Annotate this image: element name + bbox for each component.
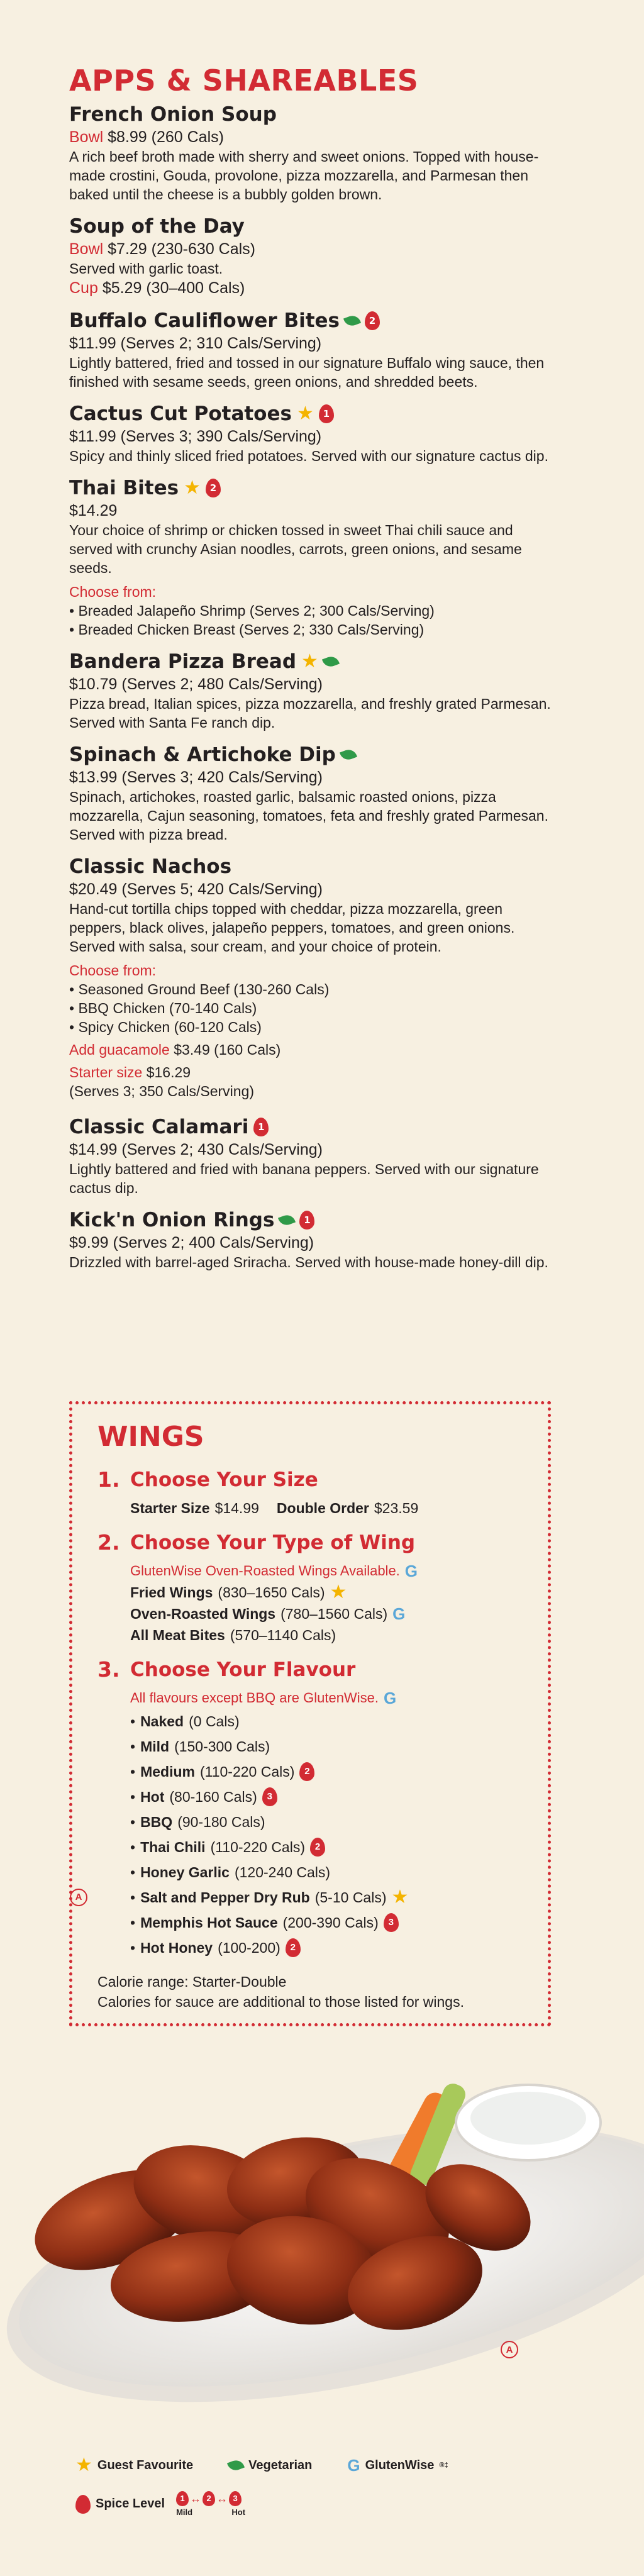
item-description: Hand-cut tortilla chips topped with cheddar, pizza mozzarella, green peppers, black olives, jalapeño peppers, tomatoes, and green onions. Served with salsa, sour cream, and your choice of protein. bbox=[69, 901, 515, 955]
wing-type: All Meat Bites (570–1140 Cals) bbox=[130, 1627, 336, 1643]
option-item: • BBQ Chicken (70-140 Cals) bbox=[69, 1000, 257, 1016]
menu-item bbox=[69, 1114, 560, 1197]
vegetarian-icon bbox=[227, 2458, 245, 2472]
spice-2-icon: 2 bbox=[310, 1838, 325, 1857]
wing-type: Oven-Roasted Wings (780–1560 Cals) G bbox=[130, 1604, 406, 1623]
step-heading: Choose Your Type of Wing bbox=[130, 1531, 416, 1554]
starter-note: (Serves 3; 350 Cals/Serving) bbox=[69, 1083, 255, 1099]
spice-2-icon: 2 bbox=[365, 311, 380, 330]
guest-favourite-icon: ★ bbox=[296, 402, 314, 425]
menu-item bbox=[69, 742, 560, 844]
item-name: Soup of the Day bbox=[69, 215, 245, 238]
item-price: $10.79 (Serves 2; 480 Cals/Serving) bbox=[69, 675, 323, 693]
item-name-row: Bandera Pizza Bread ★ bbox=[69, 649, 560, 674]
flavour-item: • Hot Honey (100-200) 2 bbox=[130, 1935, 525, 1960]
flavour-item: • BBQ (90-180 Cals) bbox=[130, 1814, 265, 1830]
menu-item bbox=[69, 854, 560, 1101]
step-number: 2. bbox=[97, 1530, 120, 1555]
spice-1-icon: 1 bbox=[319, 404, 334, 423]
guest-favourite-icon: ★ bbox=[330, 1582, 347, 1602]
item-name-row: Thai Bites ★ 2 bbox=[69, 475, 560, 501]
item-description: Spicy and thinly sliced fried potatoes. Served with our signature cactus dip. bbox=[69, 448, 548, 464]
spice-1-icon: 1 bbox=[176, 2491, 189, 2506]
vegetarian-icon bbox=[278, 1213, 296, 1227]
menu-item bbox=[69, 214, 560, 298]
option-item: • Breaded Chicken Breast (Serves 2; 330 Cals/Serving) bbox=[69, 621, 425, 638]
item-price: $14.29 bbox=[69, 502, 118, 519]
menu-item bbox=[69, 308, 560, 391]
legend-row: ★ Guest Favourite Vegetarian G GlutenWise ®‡ bbox=[75, 2455, 448, 2475]
guest-favourite-icon: ★ bbox=[75, 2455, 92, 2475]
step-number: 3. bbox=[97, 1657, 120, 1682]
item-price: $9.99 (Serves 2; 400 Cals/Serving) bbox=[69, 1234, 314, 1252]
menu-item bbox=[69, 401, 560, 465]
flavour-item: • Thai Chili (110-220 Cals) 2 bbox=[130, 1835, 525, 1860]
item-extra-price: Cup $5.29 (30–400 Cals) bbox=[69, 279, 245, 297]
choose-label: Choose from: bbox=[69, 962, 157, 979]
wing-type: Fried Wings (830–1650 Cals) ★ bbox=[130, 1582, 347, 1602]
item-name-row: Classic Calamari 1 bbox=[69, 1114, 560, 1140]
item-description: Pizza bread, Italian spices, pizza mozzarella, and freshly grated Parmesan. Served with Santa Fe ranch dip. bbox=[69, 696, 551, 731]
spice-1-icon: 1 bbox=[253, 1118, 269, 1136]
spice-2-icon: 2 bbox=[286, 1938, 301, 1957]
item-description: Drizzled with barrel-aged Sriracha. Served with house-made honey-dill dip. bbox=[69, 1254, 548, 1270]
wings-step bbox=[75, 1657, 525, 1960]
gluten-note: GlutenWise Oven-Roasted Wings Available. G bbox=[130, 1562, 418, 1580]
item-description: A rich beef broth made with sherry and sweet onions. Topped with house-made crostini, Gouda, provolone, pizza mozzarella, and Parmesan then baked until the cheese is a bubbly golden brown. bbox=[69, 148, 539, 203]
spice-1-icon: 1 bbox=[299, 1211, 314, 1230]
wings-step bbox=[97, 1530, 525, 1646]
glutenwise-icon: G bbox=[392, 1604, 406, 1623]
glutenwise-icon: G bbox=[347, 2456, 360, 2475]
item-name-row: Spinach & Artichoke Dip bbox=[69, 742, 560, 767]
option-item: • Seasoned Ground Beef (130-260 Cals) bbox=[69, 981, 330, 997]
item-name-row: Kick'n Onion Rings 1 bbox=[69, 1208, 560, 1233]
menu-item bbox=[69, 102, 560, 204]
item-name: Classic Nachos bbox=[69, 855, 232, 878]
glutenwise-icon: G bbox=[404, 1562, 418, 1580]
step-heading: Choose Your Flavour bbox=[130, 1658, 356, 1681]
spice-3-icon: 3 bbox=[262, 1787, 277, 1806]
guest-favourite-icon: ★ bbox=[391, 1887, 409, 1907]
spice-2-icon: 2 bbox=[203, 2491, 215, 2506]
item-description: Lightly battered, fried and tossed in our signature Buffalo wing sauce, then finished with sesame seeds, green onions, and shredded beets. bbox=[69, 355, 545, 390]
legend bbox=[75, 2456, 448, 2533]
size-options: Starter Size $14.99 Double Order $23.59 bbox=[130, 1500, 419, 1516]
item-price: Bowl $8.99 (260 Cals) bbox=[69, 128, 224, 146]
wings-step bbox=[97, 1467, 525, 1519]
flavour-item: A • Salt and Pepper Dry Rub (5-10 Cals) ★ bbox=[130, 1885, 525, 1910]
wings-section bbox=[69, 1401, 551, 2026]
flavour-item: • Mild (150-300 Cals) bbox=[130, 1738, 270, 1755]
menu-item bbox=[69, 475, 560, 639]
item-description: Spinach, artichokes, roasted garlic, balsamic roasted onions, pizza mozzarella, Cajun seasoning, tomatoes, feta and freshly grated Parmesan. Served with pizza bread. bbox=[69, 789, 548, 843]
step-number: 1. bbox=[97, 1467, 120, 1492]
item-name-row: Buffalo Cauliflower Bites 2 bbox=[69, 308, 560, 333]
item-description: Served with garlic toast. bbox=[69, 260, 223, 277]
spice-level-icon bbox=[75, 2495, 91, 2514]
item-price: Bowl $7.29 (230-630 Cals) bbox=[69, 240, 256, 258]
guest-favourite-icon: ★ bbox=[184, 477, 201, 499]
glutenwise-icon: G bbox=[383, 1689, 397, 1707]
item-price: $13.99 (Serves 3; 420 Cals/Serving) bbox=[69, 769, 323, 786]
photo-reference-marker: A bbox=[70, 1889, 87, 1906]
item-name-row: Cactus Cut Potatoes ★ 1 bbox=[69, 401, 560, 426]
wings-plate-photo bbox=[0, 2069, 644, 2415]
wings-title: WINGS bbox=[97, 1421, 204, 1453]
flavour-item: • Honey Garlic (120-240 Cals) bbox=[130, 1864, 331, 1880]
apps-section bbox=[69, 63, 560, 1282]
item-description: Lightly battered and fried with banana peppers. Served with our signature cactus dip. bbox=[69, 1161, 539, 1196]
item-name: French Onion Soup bbox=[69, 103, 277, 126]
item-price: $11.99 (Serves 3; 390 Cals/Serving) bbox=[69, 428, 322, 445]
spice-scale: 1 ↔ 2 ↔ 3 Mild Hot bbox=[176, 2492, 246, 2517]
item-description: Your choice of shrimp or chicken tossed in sweet Thai chili sauce and served with crunchy Asian noodles, carrots, green onions, and sesame seeds. bbox=[69, 522, 522, 576]
menu-item bbox=[69, 649, 560, 732]
spice-2-icon: 2 bbox=[299, 1762, 314, 1781]
spice-3-icon: 3 bbox=[384, 1913, 399, 1932]
spice-2-icon: 2 bbox=[206, 479, 221, 497]
item-price: $20.49 (Serves 5; 420 Cals/Serving) bbox=[69, 880, 323, 898]
item-price: $14.99 (Serves 2; 430 Cals/Serving) bbox=[69, 1141, 323, 1158]
legend-row: Spice Level 1 ↔ 2 ↔ 3 Mild Hot bbox=[75, 2491, 448, 2517]
vegetarian-icon bbox=[340, 747, 357, 762]
starter-size: Starter size $16.29 bbox=[69, 1064, 191, 1080]
add-guacamole: Add guacamole $3.49 (160 Cals) bbox=[69, 1041, 281, 1058]
flavour-item: • Naked (0 Cals) bbox=[130, 1713, 240, 1729]
step-heading: Choose Your Size bbox=[130, 1468, 318, 1491]
arrow-icon: ↔ bbox=[216, 2492, 228, 2505]
vegetarian-icon bbox=[322, 654, 340, 669]
flavour-item: • Medium (110-220 Cals) 2 bbox=[130, 1759, 525, 1784]
flavour-item: • Hot (80-160 Cals) 3 bbox=[130, 1784, 525, 1809]
flavour-item: • Memphis Hot Sauce (200-390 Cals) 3 bbox=[130, 1910, 525, 1935]
photo-reference-marker: A bbox=[501, 2341, 518, 2358]
option-item: • Breaded Jalapeño Shrimp (Serves 2; 300 Cals/Serving) bbox=[69, 602, 435, 619]
wings-footnote: Calorie range: Starter-Double Calories for sauce are additional to those listed for wings. bbox=[97, 1974, 464, 2010]
menu-item bbox=[69, 1208, 560, 1272]
spice-3-icon: 3 bbox=[229, 2491, 242, 2506]
option-item: • Spicy Chicken (60-120 Cals) bbox=[69, 1019, 262, 1035]
guest-favourite-icon: ★ bbox=[301, 650, 318, 672]
choose-label: Choose from: bbox=[69, 584, 157, 600]
vegetarian-icon bbox=[343, 313, 361, 328]
arrow-icon: ↔ bbox=[190, 2492, 202, 2505]
flavour-note: All flavours except BBQ are GlutenWise. G bbox=[130, 1689, 397, 1707]
item-price: $11.99 (Serves 2; 310 Cals/Serving) bbox=[69, 335, 322, 352]
section-title: APPS & SHAREABLES bbox=[69, 64, 419, 97]
